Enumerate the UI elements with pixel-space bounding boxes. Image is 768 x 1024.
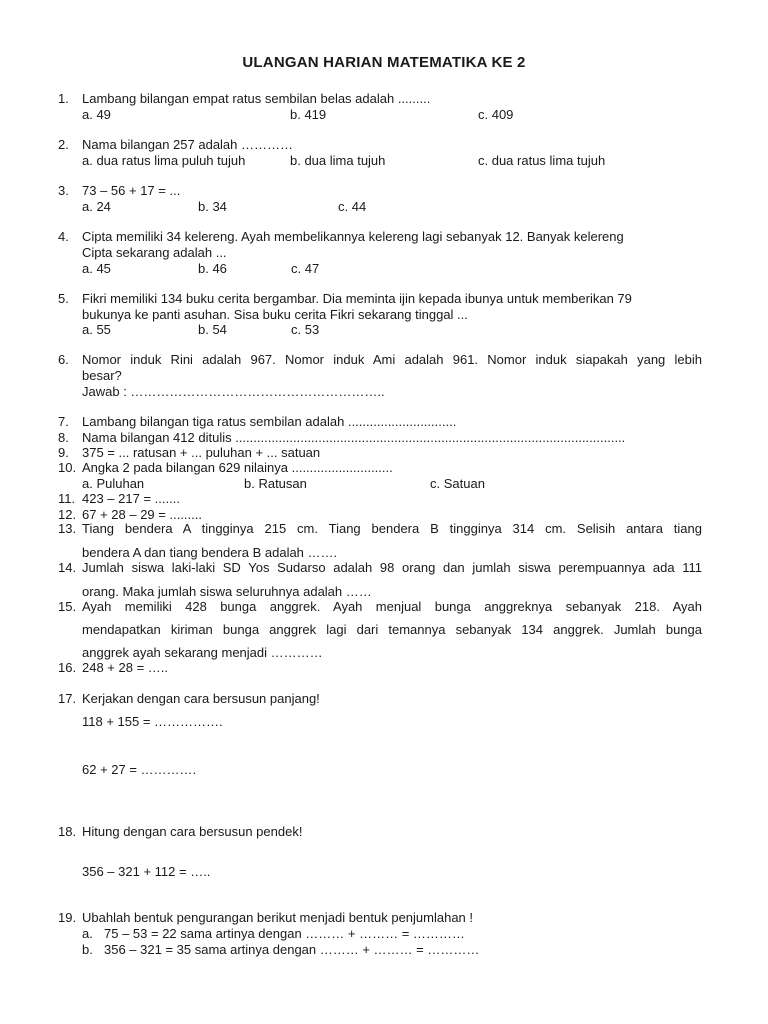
question-text: Ubahlah bentuk pengurangan berikut menjadi bentuk penjumlahan ! bbox=[82, 910, 474, 925]
option-b: b. 34 bbox=[198, 199, 227, 214]
question-text: bukunya ke panti asuhan. Sisa buku cerita Fikri sekarang tinggal ... bbox=[82, 307, 468, 322]
question-text: Lambang bilangan tiga ratus sembilan adalah .............................. bbox=[82, 414, 457, 429]
question-text: Jumlah siswa laki-laki SD Yos Sudarso adalah 98 orang dan jumlah siswa perempuannya ada 111 bbox=[82, 560, 702, 575]
exercise-expression: 356 – 321 + 112 = ….. bbox=[82, 864, 211, 879]
exercise-expression: 75 – 53 = 22 sama artinya dengan ……… + ……… = ………… bbox=[104, 926, 465, 941]
option-b: b. 419 bbox=[290, 107, 327, 122]
page-title: ULANGAN HARIAN MATEMATIKA KE 2 bbox=[242, 54, 526, 71]
question-text: anggrek ayah sekarang menjadi ………… bbox=[82, 645, 323, 660]
option-c: c. 47 bbox=[291, 261, 320, 276]
option-b: b. 46 bbox=[198, 261, 227, 276]
question-text: Angka 2 pada bilangan 629 nilainya ............................ bbox=[82, 460, 393, 475]
option-a: a. Puluhan bbox=[82, 476, 145, 491]
question-number: 3. bbox=[58, 183, 69, 198]
question-number: 19. bbox=[58, 910, 77, 925]
question-number: 13. bbox=[58, 521, 77, 536]
option-b: b. 54 bbox=[198, 322, 227, 337]
question-number: 6. bbox=[58, 352, 69, 367]
question-number: 15. bbox=[58, 599, 77, 614]
exercise-expression: 62 + 27 = …………. bbox=[82, 762, 197, 777]
question-text: bendera A dan tiang bendera B adalah ……. bbox=[82, 545, 338, 560]
question-text: Nomor induk Rini adalah 967. Nomor induk Ami adalah 961. Nomor induk siapakah yang lebih bbox=[82, 352, 702, 367]
question-number: 4. bbox=[58, 229, 69, 244]
question-text: Kerjakan dengan cara bersusun panjang! bbox=[82, 691, 320, 706]
question-number: 17. bbox=[58, 691, 77, 706]
option-c: c. 53 bbox=[291, 322, 320, 337]
question-number: 1. bbox=[58, 91, 69, 106]
question-text: mendapatkan kiriman bunga anggrek lagi dari temannya sebanyak 134 anggrek. Jumlah bunga bbox=[82, 622, 702, 637]
question-text: Lambang bilangan empat ratus sembilan belas adalah ......... bbox=[82, 91, 431, 106]
question-number: 11. bbox=[58, 491, 76, 506]
question-text: Tiang bendera A tingginya 215 cm. Tiang bendera B tingginya 314 cm. Selisih antara tiang bbox=[82, 521, 702, 536]
option-c: c. dua ratus lima tujuh bbox=[478, 153, 606, 168]
question-text: Cipta sekarang adalah ... bbox=[82, 245, 227, 260]
question-text: Nama bilangan 257 adalah ………… bbox=[82, 137, 294, 152]
answer-line: Jawab : ………………………………………………….. bbox=[82, 384, 385, 399]
question-text: 67 + 28 – 29 = ......... bbox=[82, 507, 202, 522]
question-number: 8. bbox=[58, 430, 69, 445]
question-text: Nama bilangan 412 ditulis ............................................................................................................ bbox=[82, 430, 626, 445]
question-text: Cipta memiliki 34 kelereng. Ayah membelikannya kelereng lagi sebanyak 12. Banyak kelereng bbox=[82, 229, 624, 244]
option-a: a. 45 bbox=[82, 261, 111, 276]
question-text: Hitung dengan cara bersusun pendek! bbox=[82, 824, 303, 839]
question-text: Ayah memiliki 428 bunga anggrek. Ayah menjual bunga anggreknya sebanyak 218. Ayah bbox=[82, 599, 702, 614]
question-text: besar? bbox=[82, 368, 122, 383]
question-number: 18. bbox=[58, 824, 77, 839]
exercise-expression: 356 – 321 = 35 sama artinya dengan ……… + ……… = ………… bbox=[104, 942, 480, 957]
question-text: 423 – 217 = ....... bbox=[82, 491, 180, 506]
question-text: 73 – 56 + 17 = ... bbox=[82, 183, 181, 198]
question-text: Fikri memiliki 134 buku cerita bergambar. Dia meminta ijin kepada ibunya untuk memberikan 79 bbox=[82, 291, 632, 306]
option-a: a. 49 bbox=[82, 107, 111, 122]
question-text: 248 + 28 = ….. bbox=[82, 660, 169, 675]
question-number: 5. bbox=[58, 291, 69, 306]
question-number: 14. bbox=[58, 560, 77, 575]
question-number: 9. bbox=[58, 445, 69, 460]
option-c: c. 409 bbox=[478, 107, 514, 122]
option-a: a. 55 bbox=[82, 322, 111, 337]
option-c: c. 44 bbox=[338, 199, 367, 214]
option-b: b. dua lima tujuh bbox=[290, 153, 386, 168]
question-number: 12. bbox=[58, 507, 77, 522]
option-b: b. Ratusan bbox=[244, 476, 307, 491]
option-c: c. Satuan bbox=[430, 476, 485, 491]
option-a: a. 24 bbox=[82, 199, 111, 214]
question-text: orang. Maka jumlah siswa seluruhnya adalah …… bbox=[82, 584, 372, 599]
exercise-expression: 118 + 155 = ……………. bbox=[82, 714, 223, 729]
question-number: 16. bbox=[58, 660, 77, 675]
question-text: 375 = ... ratusan + ... puluhan + ... satuan bbox=[82, 445, 321, 460]
question-number: 10. bbox=[58, 460, 77, 475]
option-a: a. dua ratus lima puluh tujuh bbox=[82, 153, 246, 168]
question-number: 7. bbox=[58, 414, 69, 429]
question-number: 2. bbox=[58, 137, 69, 152]
item-label-b: b. bbox=[82, 942, 93, 957]
item-label-a: a. bbox=[82, 926, 93, 941]
